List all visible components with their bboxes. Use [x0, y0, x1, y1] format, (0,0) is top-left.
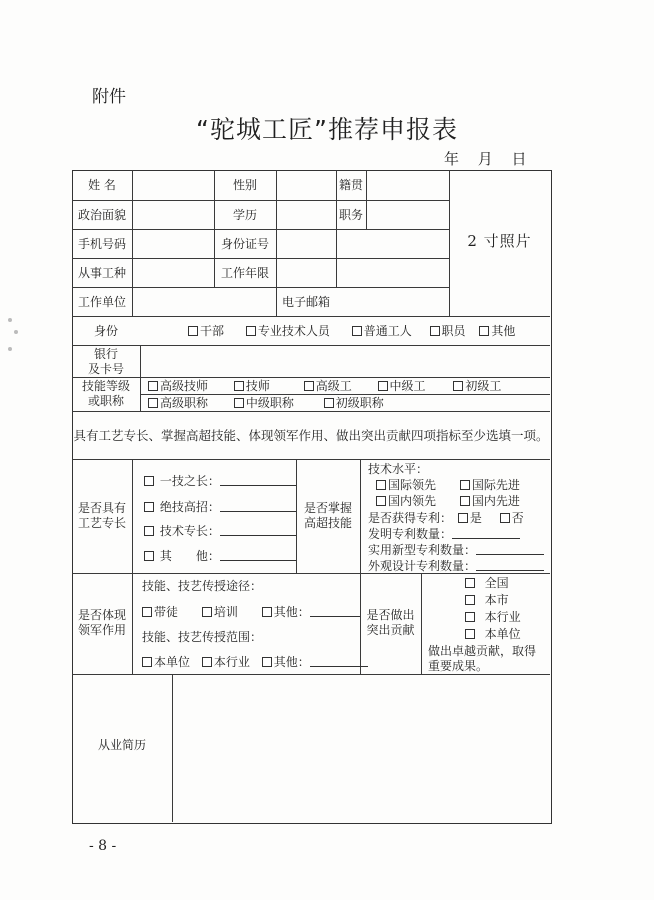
checkbox[interactable] [460, 496, 470, 506]
row-divider [72, 411, 550, 412]
lead-label: 是否体现 领军作用 [77, 608, 126, 637]
tech-level-intl-advanced[interactable]: 国际先进 [460, 478, 520, 492]
skill-option-middle-title[interactable]: 中级职称 [234, 396, 294, 410]
tech-level-domestic-leading[interactable]: 国内领先 [376, 494, 436, 508]
checkbox[interactable] [465, 612, 475, 622]
fill-blank[interactable] [220, 525, 296, 536]
checkbox[interactable] [304, 381, 314, 391]
transfer-path-label: 技能、技艺传授途径： [142, 579, 263, 593]
craft-item-unique-trick[interactable]: 绝技高招： [144, 500, 296, 515]
patent-no[interactable]: 否 [500, 511, 524, 525]
patent-yes[interactable]: 是 [458, 511, 482, 525]
row-divider [72, 377, 550, 378]
tech-level-intl-leading[interactable]: 国际领先 [376, 478, 436, 492]
fill-blank[interactable] [476, 560, 544, 571]
checkbox[interactable] [465, 629, 475, 639]
skill-option-senior-worker[interactable]: 高级工 [304, 379, 352, 393]
attachment-label: 附件 [92, 87, 126, 107]
craft-item-tech-specialty[interactable]: 技术专长： [144, 524, 296, 539]
craft-label: 是否具有 工艺专长 [77, 501, 126, 530]
date-line: 年 月 日 [444, 150, 527, 168]
bank-label: 银行 及卡号 [87, 347, 124, 376]
col-divider [172, 674, 173, 822]
fill-blank[interactable] [220, 550, 296, 561]
fill-blank[interactable] [310, 656, 368, 667]
trade-label: 从事工种 [77, 266, 126, 280]
checkbox[interactable] [500, 513, 510, 523]
origin-label: 籍贯 [338, 178, 363, 192]
checkbox[interactable] [148, 398, 158, 408]
transfer-path-other[interactable]: 其他： [262, 605, 360, 619]
transfer-path-training[interactable]: 培训 [202, 605, 238, 619]
skill-option-senior-title[interactable]: 高级职称 [148, 396, 208, 410]
utility-count: 实用新型专利数量： [368, 543, 544, 558]
checkbox[interactable] [376, 496, 386, 506]
row-divider [72, 287, 449, 288]
checkbox[interactable] [352, 326, 362, 336]
tech-level-label: 技术水平： [368, 462, 429, 476]
contrib-option-city[interactable]: 本市 [465, 593, 509, 608]
contrib-option-industry[interactable]: 本行业 [465, 610, 521, 625]
transfer-path-options [142, 605, 360, 620]
checkbox[interactable] [234, 381, 244, 391]
row-divider [72, 200, 449, 201]
tech-level-row1 [376, 478, 520, 493]
checkbox[interactable] [202, 657, 212, 667]
checkbox[interactable] [144, 526, 154, 536]
scan-speck [14, 330, 18, 334]
checkbox[interactable] [465, 595, 475, 605]
skill-options-row1 [148, 379, 501, 394]
checkbox[interactable] [465, 578, 475, 588]
photo-placeholder: 2 寸照片 [467, 232, 532, 250]
col-divider [366, 170, 367, 229]
checkbox[interactable] [142, 657, 152, 667]
row-divider [72, 345, 550, 346]
col-divider [140, 345, 141, 411]
transfer-scope-options [142, 655, 368, 670]
tech-level-row2 [376, 494, 520, 509]
row-divider [72, 258, 449, 259]
row-divider [140, 394, 550, 395]
transfer-scope-label: 技能、技艺传授范围： [142, 630, 263, 644]
education-label: 学历 [232, 208, 257, 222]
invention-count: 发明专利数量： [368, 527, 520, 542]
design-count: 外观设计专利数量： [368, 559, 544, 574]
fill-blank[interactable] [476, 544, 544, 555]
master-label: 是否掌握 高超技能 [303, 501, 352, 530]
patent-row: 是否获得专利： 是 否 [368, 511, 524, 525]
instruction-text: 具有工艺专长、掌握高超技能、体现领军作用、做出突出贡献四项指标至少选填一项。 [73, 428, 549, 443]
checkbox[interactable] [144, 502, 154, 512]
checkbox[interactable] [234, 398, 244, 408]
craft-item-other[interactable]: 其 他： [144, 549, 296, 564]
row-divider [72, 459, 550, 460]
fill-blank[interactable] [220, 475, 296, 486]
checkbox[interactable] [262, 657, 272, 667]
skill-label: 技能等级 或职称 [81, 379, 130, 408]
skill-option-middle-worker[interactable]: 中级工 [378, 379, 426, 393]
checkbox[interactable] [246, 326, 256, 336]
checkbox[interactable] [148, 381, 158, 391]
row-divider [72, 229, 449, 230]
skill-options-row2 [148, 396, 384, 411]
checkbox[interactable] [188, 326, 198, 336]
transfer-scope-other[interactable]: 其他： [262, 655, 368, 669]
resume-label: 从业简历 [97, 738, 146, 752]
transfer-scope-unit[interactable]: 本单位 [142, 655, 190, 669]
position-label: 职务 [338, 208, 363, 222]
checkbox[interactable] [142, 607, 152, 617]
unit-label: 工作单位 [77, 295, 126, 309]
col-divider [421, 573, 422, 674]
skill-option-technician[interactable]: 技师 [234, 379, 270, 393]
skill-option-junior-worker[interactable]: 初级工 [453, 379, 501, 393]
col-divider [132, 459, 133, 674]
checkbox[interactable] [144, 476, 154, 486]
identity-option-clerk[interactable]: 职员 [430, 324, 466, 338]
fill-blank[interactable] [220, 501, 296, 512]
name-label: 姓 名 [88, 178, 116, 192]
col-divider [360, 459, 361, 674]
checkbox[interactable] [376, 480, 386, 490]
checkbox[interactable] [144, 551, 154, 561]
identity-option-cadre[interactable]: 干部 [188, 324, 224, 338]
identity-option-professional[interactable]: 专业技术人员 [246, 324, 330, 338]
contrib-option-unit[interactable]: 本单位 [465, 627, 521, 642]
email-label: 电子邮箱 [281, 295, 330, 309]
id-label: 身份证号 [220, 237, 269, 251]
checkbox[interactable] [324, 398, 334, 408]
skill-option-junior-title[interactable]: 初级职称 [324, 396, 384, 410]
scan-speck [8, 347, 12, 351]
checkbox[interactable] [479, 326, 489, 336]
contrib-label: 是否做出 突出贡献 [366, 608, 415, 637]
years-label: 工作年限 [220, 266, 269, 280]
skill-option-senior-technician[interactable]: 高级技师 [148, 379, 208, 393]
row-divider [72, 316, 550, 317]
fill-blank[interactable] [310, 606, 360, 617]
tech-level-domestic-advanced[interactable]: 国内先进 [460, 494, 520, 508]
col-divider [132, 170, 133, 316]
form-title: “驼城工匠”推荐申报表 [196, 115, 458, 144]
checkbox[interactable] [430, 326, 440, 336]
page-number: - 8 - [89, 838, 117, 854]
fill-blank[interactable] [452, 528, 520, 539]
gender-label: 性别 [232, 178, 257, 192]
checkbox[interactable] [262, 607, 272, 617]
identity-options [188, 324, 515, 339]
political-label: 政治面貌 [77, 208, 126, 222]
contrib-option-national[interactable]: 全国 [465, 576, 509, 591]
transfer-path-apprentice[interactable]: 带徒 [142, 605, 178, 619]
craft-item-one-skill[interactable]: 一技之长： [144, 474, 296, 489]
phone-label: 手机号码 [77, 237, 126, 251]
identity-option-other[interactable]: 其他 [479, 324, 515, 338]
checkbox[interactable] [458, 513, 468, 523]
checkbox[interactable] [460, 480, 470, 490]
checkbox[interactable] [453, 381, 463, 391]
checkbox[interactable] [202, 607, 212, 617]
transfer-scope-industry[interactable]: 本行业 [202, 655, 250, 669]
scan-speck [8, 318, 12, 322]
identity-option-worker[interactable]: 普通工人 [352, 324, 412, 338]
checkbox[interactable] [378, 381, 388, 391]
identity-label: 身份 [93, 324, 118, 338]
contrib-note: 做出卓越贡献，取得重要成果。 [428, 644, 537, 673]
row-divider [72, 674, 550, 675]
